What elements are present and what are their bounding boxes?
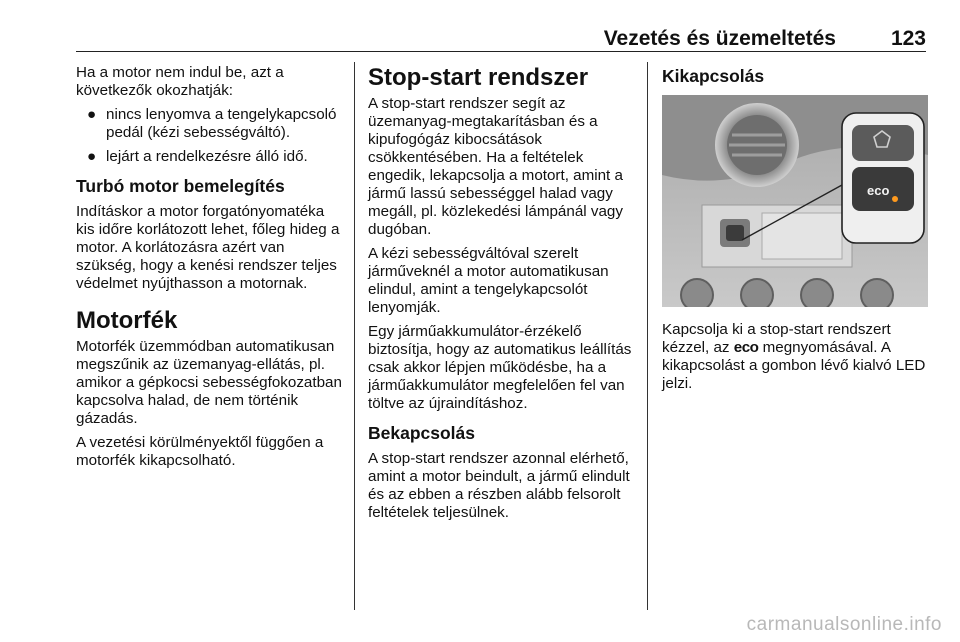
page-header — [76, 26, 926, 56]
column-1 — [76, 64, 344, 476]
display-recess — [762, 213, 842, 259]
list-item: ● lejárt a rendelkezésre álló idő. — [87, 148, 308, 165]
column-divider-1 — [354, 62, 355, 610]
bullet-icon: ● — [87, 106, 97, 123]
watermark-text: carmanualsonline.info — [746, 614, 942, 635]
motorfek-paragraph-1: Motorfék üzemmódban automatikusan megszűnik az üzemanyag-ellátás, pl. amikor a gépkocsi sebességfokozatban kapcsolva halad, de nem történik gázadás. — [76, 338, 342, 427]
column-2 — [368, 64, 636, 528]
intro-paragraph: Ha a motor nem indul be, azt a következők okozhatják: — [76, 64, 284, 99]
header-divider — [76, 51, 926, 52]
motorfek-paragraph-2: A vezetési körülményektől függően a motorfék kikapcsolható. — [76, 434, 324, 469]
column-3 — [662, 64, 928, 399]
kikapcsolas-paragraph: Kapcsolja ki a stop-start rendszert kézzel, az eco megnyomásával. A kikapcsolást a gombon lévő kialvó LED jelzi. — [662, 321, 926, 392]
motorfek-heading: Motorfék — [76, 307, 178, 334]
air-vent-icon — [715, 103, 799, 187]
stop-start-heading: Stop-start rendszer — [368, 64, 589, 91]
turbo-heading: Turbó motor bemelegítés — [76, 176, 285, 196]
turbo-paragraph: Indításkor a motor forgatónyomatéka kis időre korlátozott lehet, főleg hideg a motor. A korlátozásra azért van szükség, hogy a kenési rendszer teljes védelmet nyújthasson a motornak. — [76, 203, 340, 292]
column-divider-2 — [647, 62, 648, 610]
section-title: Vezetés és üzemeltetés — [603, 27, 836, 50]
stop-start-paragraph-1: A stop-start rendszer segít az üzemanyag-megtakarításban és a kipufogógáz kibocsátások csökkentésében. Ha a feltételek engedik, lekapcsolja a motort, amint a jármű lassú sebességgel halad vagy megáll, pl. közlekedési lámpánál vagy dugóban. — [368, 95, 623, 238]
bekapcsolas-heading: Bekapcsolás — [368, 423, 476, 443]
small-switch-icon — [720, 219, 750, 247]
cause-list — [76, 106, 344, 166]
eco-button-label: eco — [867, 183, 890, 198]
bullet-icon: ● — [87, 148, 97, 165]
kikapcsolas-heading: Kikapcsolás — [662, 66, 765, 86]
eco-button-callout — [842, 113, 924, 243]
page-number: 123 — [890, 27, 926, 50]
eco-inline-label: eco — [733, 339, 759, 356]
stop-start-paragraph-2: A kézi sebességváltóval szerelt járműveknél a motor automatikusan elindul, amint a tengelykapcsolót lenyomják. — [368, 245, 609, 316]
bekapcsolas-paragraph: A stop-start rendszer azonnal elérhető, amint a motor beindult, a jármű elindult és az ebben a részben alább felsorolt feltételek teljesülnek. — [368, 450, 630, 521]
dashboard-figure — [662, 95, 928, 307]
stop-start-paragraph-3: Egy járműakkumulátor-érzékelő biztosítja, hogy az automatikus leállítás csak akkor lépjen működésbe, ha a járműakkumulátor megfelelően fel van töltve az újraindításhoz. — [368, 323, 632, 412]
led-icon — [892, 196, 898, 202]
list-item: ● nincs lenyomva a tengelykapcsoló pedál (kézi sebességváltó). — [87, 106, 337, 141]
